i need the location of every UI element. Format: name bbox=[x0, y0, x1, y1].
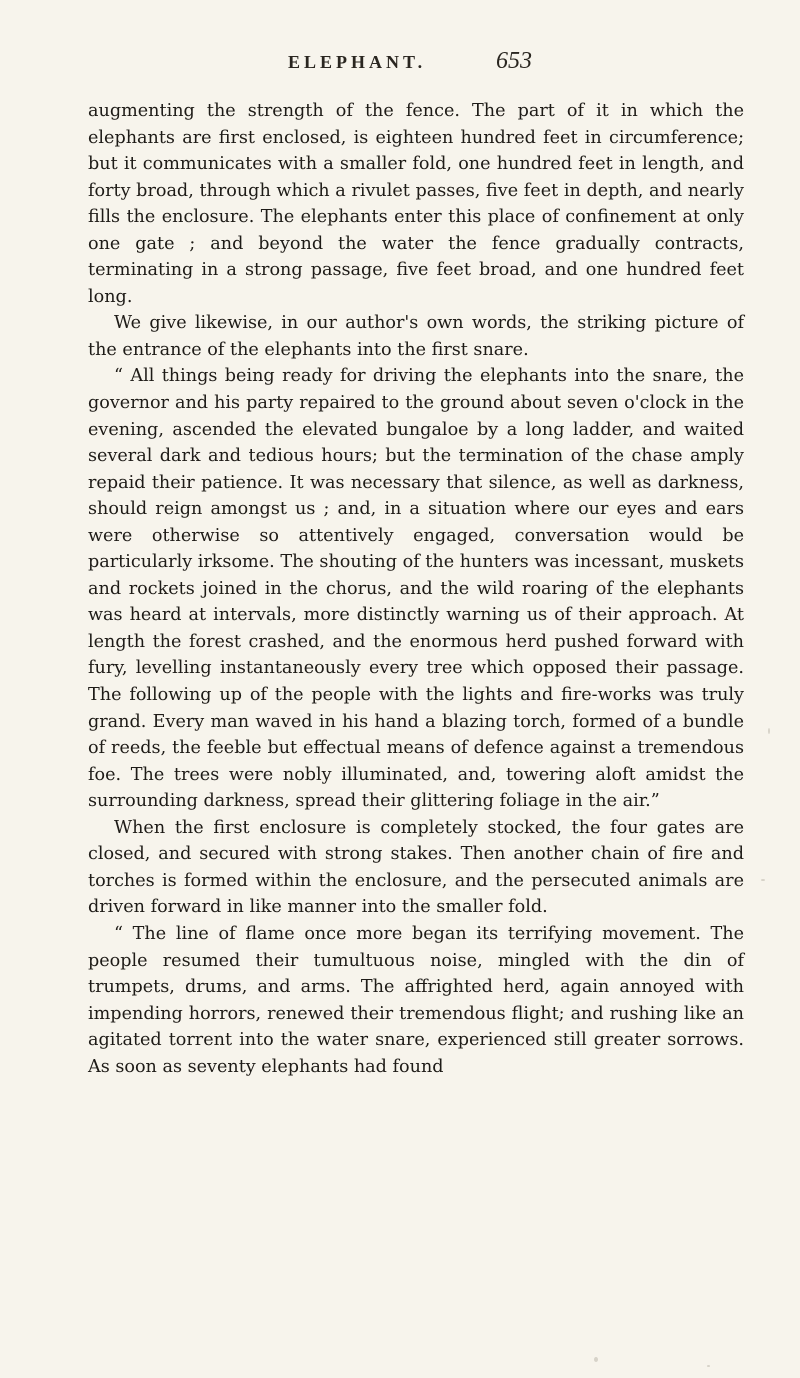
paper-speck bbox=[707, 1365, 710, 1367]
paragraph-quote-line-of-flame: “ The line of flame once more began its terrifying movement. The people resumed their tumultuous noise, mingled with the din of trumpets, drums, and arms. The affrighted herd, again annoyed with impending horrors, renewed their tremendous flight; and rushing like an agitated torrent into the water snare, experienced still greater sorrows. As soon as seventy elephants had found bbox=[88, 923, 744, 1077]
running-title: ELEPHANT. bbox=[288, 52, 427, 72]
running-head bbox=[0, 48, 800, 82]
paragraph-fence-description: augmenting the strength of the fence. The part of it in which the elephants are first enclosed, is eighteen hundred feet in circumference; but it communicates with a smaller fold, one hundred feet in length, and forty broad, through which a rivulet passes, five feet in depth, and nearly fills the enclosure. The elephants enter this place of confinement at only one gate ; and beyond the water the fence gradually contracts, terminating in a strong passage, five feet broad, and one hundred feet long. bbox=[88, 101, 744, 307]
paper-speck bbox=[594, 1357, 598, 1362]
paragraph-author-intro: We give likewise, in our author's own words, the striking picture of the entrance of the elephants into the first snare. bbox=[88, 313, 744, 360]
paper-speck bbox=[768, 728, 770, 734]
page-number: 653 bbox=[496, 48, 532, 74]
paragraph-first-enclosure: When the first enclosure is completely stocked, the four gates are closed, and secured with strong stakes. Then another chain of fire and torches is formed within the enclosure, and the persecuted animals are driven forward in like manner into the smaller fold. bbox=[88, 817, 744, 918]
paper-speck bbox=[761, 879, 765, 881]
body-text bbox=[88, 98, 744, 1080]
paragraph-quote-first-snare: “ All things being ready for driving the elephants into the snare, the governor and his party repaired to the ground about seven o'clock in the evening, ascended the elevated bungaloe by a long ladder, and waited several dark and tedious hours; but the termination of the chase amply repaid their patience. It was necessary that silence, as well as darkness, should reign amongst us ; and, in a situation where our eyes and ears were otherwise so attentively engaged, conversation would be particularly irksome. The shouting of the hunters was incessant, muskets and rockets joined in the chorus, and the wild roaring of the elephants was heard at intervals, more distinctly warning us of their approach. At length the forest crashed, and the enormous herd pushed forward with fury, levelling instantaneously every tree which opposed their passage. The following up of the people with the lights and fire-works was truly grand. Every man waved in his hand a blazing torch, formed of a bundle of reeds, the feeble but effectual means of defence against a tremendous foe. The trees were nobly illuminated, and, towering aloft amidst the surrounding darkness, spread their glittering foliage in the air.” bbox=[88, 366, 744, 812]
